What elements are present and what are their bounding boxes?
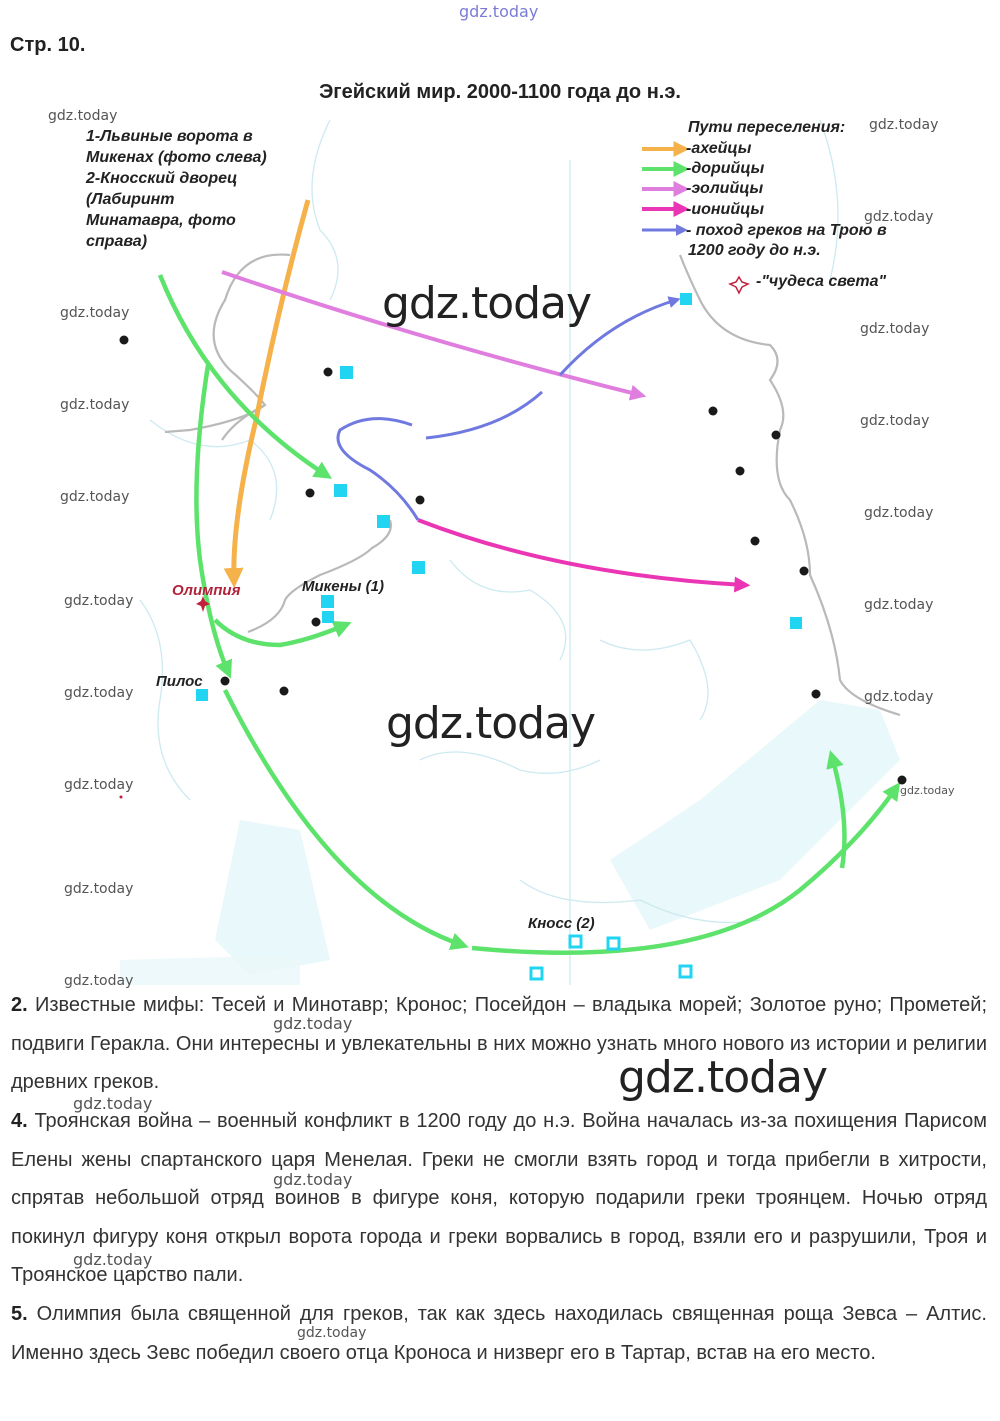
place-label-mycenae: Микены (1) — [302, 578, 384, 595]
watermark: gdz.today — [860, 413, 930, 429]
route-achaeans — [234, 200, 308, 580]
map-note-line: 1-Львиные ворота в — [86, 128, 253, 145]
watermark: gdz.today — [60, 305, 130, 321]
watermark: gdz.today — [864, 209, 934, 225]
answer-text: Олимпия была священной для греков, так как здесь находилась священная роща Зевса – Алтис. Именно здесь Зевс победил своего отца Кроноса и низверг его в Тартар, встав на его место. — [11, 1303, 987, 1364]
watermark: gdz.today — [64, 881, 134, 897]
watermark: gdz.today — [64, 777, 134, 793]
answer-paragraph-2 — [11, 986, 987, 1102]
answer-number: 4. — [11, 1110, 28, 1132]
wonder-star-legend — [730, 277, 748, 293]
map-note-line: 2-Кносский дворец — [86, 170, 238, 187]
watermark: gdz.today — [60, 489, 130, 505]
map-note-line: Минатавра, фото — [86, 212, 236, 229]
legend-label-troy: - поход греков на Трою в — [686, 222, 887, 239]
watermark-large: gdz.today — [386, 698, 596, 749]
place-label-pylos: Пилос — [156, 673, 203, 690]
watermark: gdz.today — [869, 117, 939, 133]
legend-heading: Пути переселения: — [688, 119, 846, 136]
watermark: gdz.today — [64, 685, 134, 701]
route-troy — [338, 300, 676, 520]
answer-number: 5. — [11, 1303, 28, 1325]
map-note-line: Микенах (фото слева) — [86, 149, 267, 166]
watermark-large: gdz.today — [382, 278, 592, 329]
watermark: gdz.today — [297, 1325, 367, 1341]
sea-area-west — [215, 820, 330, 975]
page-number: Стр. 10. — [10, 34, 86, 56]
legend-label-troy-year: 1200 году до н.э. — [688, 242, 821, 259]
watermark: gdz.today — [864, 689, 934, 705]
route-ionians — [418, 520, 744, 585]
map-note — [86, 126, 267, 252]
answer-paragraph-5 — [11, 1295, 987, 1372]
legend-label-dorians: -дорийцы — [686, 160, 765, 177]
watermark: gdz.today — [64, 973, 134, 989]
watermark: gdz.today — [273, 1170, 353, 1189]
watermark: gdz.today — [48, 108, 118, 124]
watermark-top: gdz.today — [459, 2, 539, 21]
answer-number: 2. — [11, 994, 28, 1016]
watermark: gdz.today — [864, 597, 934, 613]
place-label-knossos: Кносс (2) — [528, 915, 595, 932]
legend-label-aeolians: -эолийцы — [686, 180, 764, 197]
watermark-large: gdz.today — [618, 1052, 828, 1103]
place-label-olympia: Олимпия — [172, 582, 241, 599]
route-dorians-mycenae — [215, 620, 345, 645]
legend-label-wonders: -"чудеса света" — [756, 273, 887, 290]
sea-area-south — [120, 955, 300, 985]
watermark: gdz.today — [60, 397, 130, 413]
map-note-line: справа) — [86, 233, 148, 250]
map-note-line: (Лабиринт — [86, 191, 175, 208]
map-title: Эгейский мир. 2000-1100 года до н.э. — [319, 81, 681, 103]
watermark: gdz.today — [860, 321, 930, 337]
answer-paragraph-4 — [11, 1102, 987, 1295]
answer-text: Известные мифы: Тесей и Минотавр; Кронос; Посейдон – владыка морей; Золотое руно; Прометей; подвиги Геракла. Они интересны и увлекательны в них можно узнать много нового из истории и религии древних греков. — [11, 994, 988, 1094]
watermark: gdz.today — [900, 784, 955, 797]
watermark: gdz.today — [73, 1250, 153, 1269]
watermark: gdz.today — [864, 505, 934, 521]
route-dorians-north — [160, 275, 326, 475]
sea-area-east — [610, 700, 900, 930]
legend-label-ionians: -ионийцы — [686, 201, 765, 218]
legend-label-achaeans: -ахейцы — [686, 140, 752, 157]
watermark: gdz.today — [64, 593, 134, 609]
answer-text: Троянская война – военный конфликт в 1200 году до н.э. Война началась из-за похищения Парисом Елены жены спартанского царя Менелая. Греки не смогли взять город и тогда прибегли в хитрости, спрятав небольшой отряд воинов в фигуре коня, которую подарили греки троянцем. Ночью отряд покинул фигуру коня открыл ворота города и греки ворвались в город, взяли его и разрушили, Троя и Троянское царство пали. — [11, 1110, 988, 1287]
watermark: gdz.today — [73, 1094, 153, 1113]
watermark: gdz.today — [273, 1014, 353, 1033]
